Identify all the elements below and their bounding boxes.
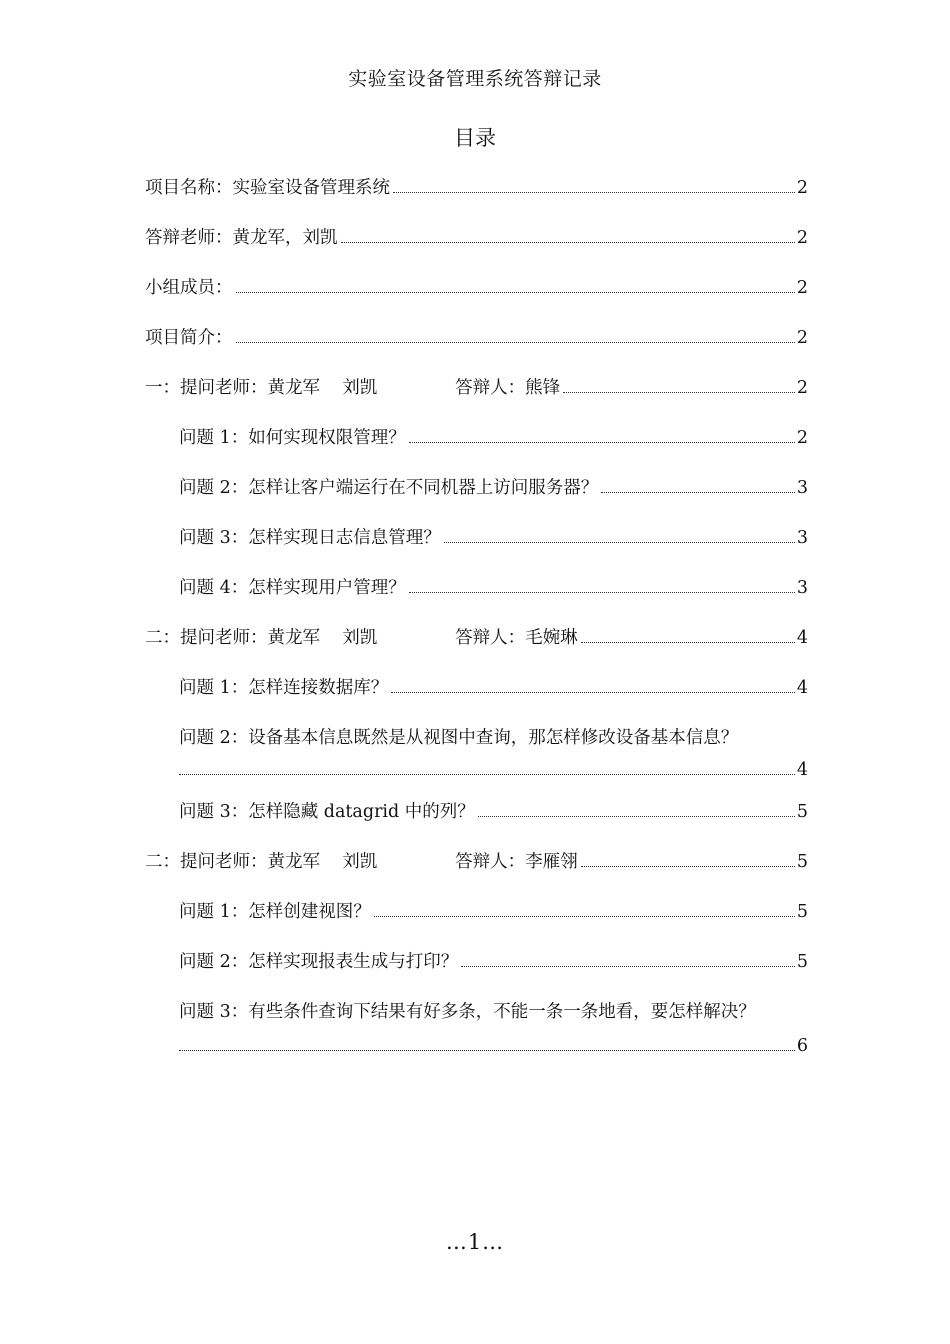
toc-page-number: 4: [796, 678, 808, 698]
dot-leader: [581, 642, 795, 643]
dot-leader: [581, 866, 795, 867]
toc-entry[interactable]: [145, 174, 808, 200]
toc-page-number: 2: [796, 378, 808, 398]
toc-entry-text: 问题 1：怎样连接数据库？: [179, 678, 389, 698]
toc-entry-text: 问题 2：怎样实现报表生成与打印？: [179, 952, 459, 972]
toc-heading: 目录: [454, 126, 496, 150]
toc-entry-text: 项目简介：: [145, 328, 233, 348]
toc-entry[interactable]: [179, 948, 808, 974]
dot-leader: [341, 242, 795, 243]
dot-leader: [393, 192, 795, 193]
toc-entry[interactable]: [145, 274, 808, 300]
toc-entry[interactable]: [145, 324, 808, 350]
toc-entry[interactable]: [179, 898, 808, 924]
toc-entry-text: 问题 1：怎样创建视图？: [179, 902, 371, 922]
toc-page-number: 3: [796, 478, 808, 498]
page-footer: …1…: [445, 1230, 505, 1254]
toc-page-number: 6: [796, 1036, 808, 1056]
toc-page-number: 4: [796, 760, 808, 780]
toc-page-number: 2: [796, 328, 808, 348]
toc-entry[interactable]: [145, 848, 808, 874]
dot-leader: [179, 1050, 795, 1051]
toc-entry-text: 一：提问老师：黄龙军 刘凯 答辩人：熊锋: [145, 378, 561, 398]
toc-entry-text: 答辩老师：黄龙军，刘凯: [145, 228, 338, 248]
toc-page-number: 2: [796, 228, 808, 248]
toc-entry[interactable]: [179, 798, 808, 824]
dot-leader: [374, 916, 795, 917]
toc-page-number: 2: [796, 178, 808, 198]
toc-page-number: 5: [796, 802, 808, 822]
toc-entry[interactable]: [179, 424, 808, 450]
toc-page-number: 5: [796, 952, 808, 972]
dot-leader: [179, 774, 795, 775]
toc-entry[interactable]: [179, 524, 808, 550]
toc-entry-text: 二：提问老师：黄龙军 刘凯 答辩人：李雁翎: [145, 852, 578, 872]
toc-entry[interactable]: [179, 760, 808, 786]
toc-page-number: 3: [796, 578, 808, 598]
dot-leader: [236, 342, 795, 343]
toc-entry[interactable]: [145, 374, 808, 400]
toc-page-number: 3: [796, 528, 808, 548]
toc-entry[interactable]: [179, 474, 808, 500]
dot-leader: [444, 542, 795, 543]
toc-entry-text: 二：提问老师：黄龙军 刘凯 答辩人：毛婉琳: [145, 628, 578, 648]
dot-leader: [478, 816, 795, 817]
dot-leader: [236, 292, 795, 293]
toc-page-number: 2: [796, 428, 808, 448]
toc-entry-text: 项目名称：实验室设备管理系统: [145, 178, 390, 198]
dot-leader: [391, 692, 795, 693]
toc-entry-text: 问题 4：怎样实现用户管理？: [179, 578, 406, 598]
toc-entry-text: 问题 1：如何实现权限管理？: [179, 428, 406, 448]
toc-entry-text: 问题 2：怎样让客户端运行在不同机器上访问服务器？: [179, 478, 599, 498]
toc-page-number: 5: [796, 902, 808, 922]
toc-entry[interactable]: [145, 624, 808, 650]
toc-page-number: 5: [796, 852, 808, 872]
dot-leader: [563, 392, 795, 393]
toc-entry-text: 问题 3：怎样隐藏 datagrid 中的列？: [179, 802, 475, 822]
toc-entry[interactable]: [179, 1036, 808, 1062]
toc-entry-text: 小组成员：: [145, 278, 233, 298]
dot-leader: [601, 492, 795, 493]
toc-page-number: 2: [796, 278, 808, 298]
toc-entry-text: 问题 3：怎样实现日志信息管理？: [179, 528, 441, 548]
dot-leader: [409, 442, 795, 443]
toc-entry[interactable]: [179, 674, 808, 700]
toc-entry[interactable]: [145, 224, 808, 250]
toc-entry[interactable]: [179, 574, 808, 600]
dot-leader: [409, 592, 795, 593]
dot-leader: [461, 966, 795, 967]
toc-page-number: 4: [796, 628, 808, 648]
toc-entry-text[interactable]: 问题 3：有些条件查询下结果有好多条，不能一条一条地看，要怎样解决？: [179, 1002, 756, 1022]
toc-entry-text[interactable]: 问题 2：设备基本信息既然是从视图中查询，那怎样修改设备基本信息？: [179, 728, 739, 748]
document-title: 实验室设备管理系统答辩记录: [348, 68, 602, 90]
